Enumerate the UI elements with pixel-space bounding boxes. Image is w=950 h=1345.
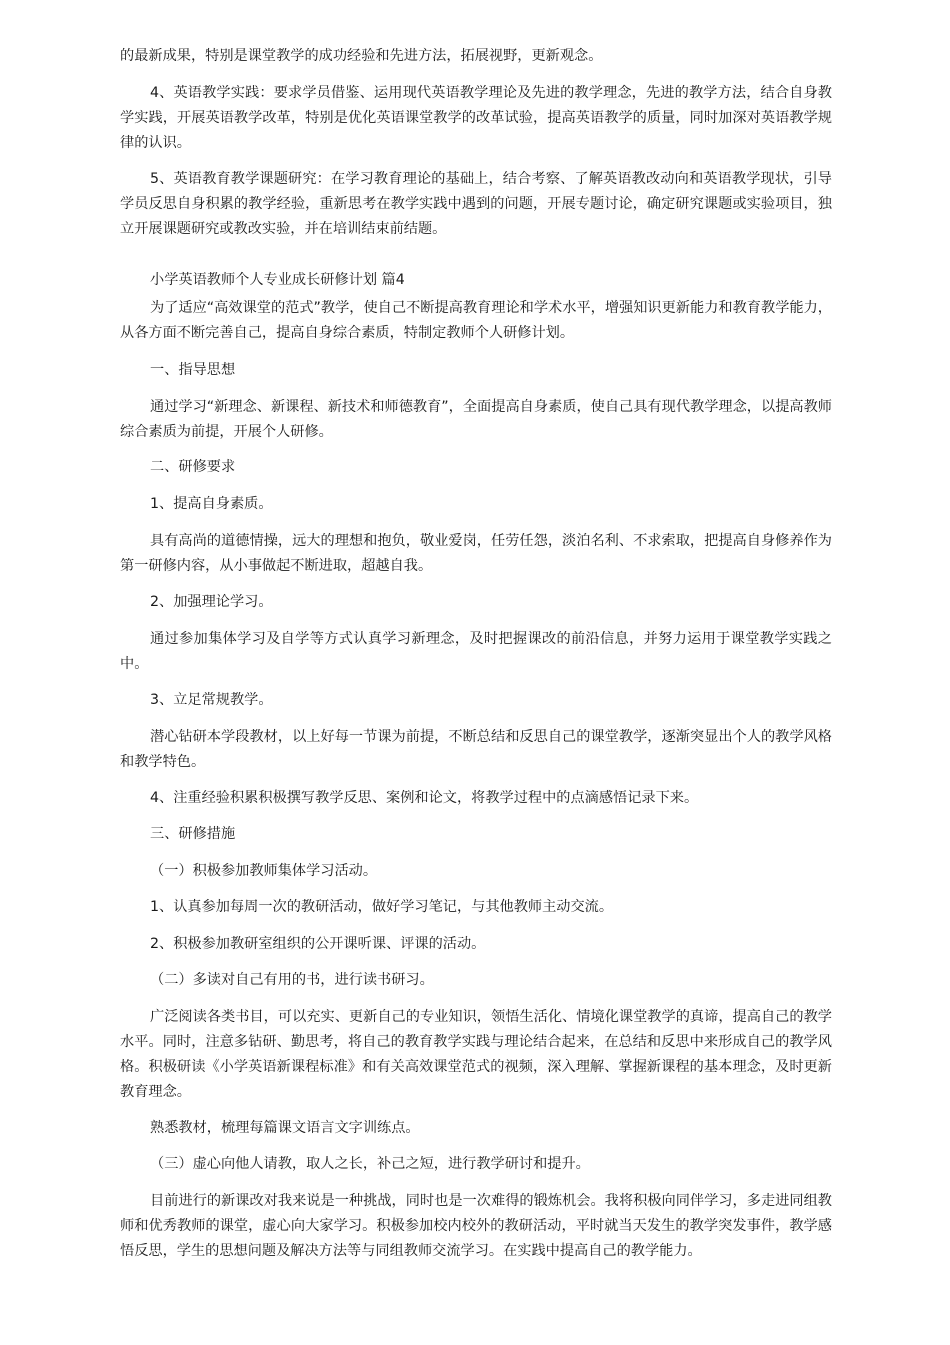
item-experience: 4、注重经验积累积极撰写教学反思、案例和论文，将教学过程中的点滴感悟记录下来。 <box>150 790 699 806</box>
subheading-group-study: （一）积极参加教师集体学习活动。 <box>150 863 378 879</box>
item-routine-teaching: 3、立足常规教学。 <box>150 692 273 708</box>
heading-measures: 三、研修措施 <box>150 826 236 842</box>
paragraph-intro: 为了适应“高效课堂的范式”教学，使自己不断提高教育理论和学术水平，增强知识更新能力和教育教学能力，从各方面不断完善自己，提高自身综合素质，特制定教师个人研修计划。 <box>120 300 832 341</box>
paragraph-theory-study: 通过参加集体学习及自学等方式认真学习新理念，及时把握课改的前沿信息，并努力运用于课堂教学实践之中。 <box>120 631 832 672</box>
item-improve-quality: 1、提高自身素质。 <box>150 496 273 512</box>
section-title: 小学英语教师个人专业成长研修计划 篇4 <box>150 272 405 288</box>
item-theory-study: 2、加强理论学习。 <box>150 594 273 610</box>
paragraph-improve-quality: 具有高尚的道德情操，远大的理想和抱负，敬业爱岗，任劳任怨，淡泊名利、不求索取，把提高自身修养作为第一研修内容，从小事做起不断进取，超越自我。 <box>120 533 832 574</box>
paragraph-reading: 广泛阅读各类书目，可以充实、更新自己的专业知识，领悟生活化、情境化课堂教学的真谛，提高自己的教学水平。同时，注意多钻研、勤思考，将自己的教育教学实践与理论结合起来，在总结和反思中来形成自己的教学风格。积极研读《小学英语新课程标准》和有关高效课堂范式的视频，深入理解、掌握新课程的基本理念，及时更新教育理念。 <box>120 1009 832 1100</box>
heading-guiding-thought: 一、指导思想 <box>150 362 236 378</box>
paragraph-continued: 的最新成果，特别是课堂教学的成功经验和先进方法，拓展视野，更新观念。 <box>120 48 603 64</box>
paragraph-learn-from-others: 目前进行的新课改对我来说是一种挑战，同时也是一次难得的锻炼机会。我将积极向同伴学习，多走进同组教师和优秀教师的课堂，虚心向大家学习。积极参加校内校外的教研活动，平时就当天发生的教学突发事件，教学感悟反思，学生的思想问题及解决方法等与同组教师交流学习。在实践中提高自己的教学能力。 <box>120 1193 832 1259</box>
paragraph-research: 5、英语教育教学课题研究：在学习教育理论的基础上，结合考察、了解英语教改动向和英语教学现状，引导学员反思自身积累的教学经验，重新思考在教学实践中遇到的问题，开展专题讨论，确定研究课题或实验项目，独立开展课题研究或教改实验，并在培训结束前结题。 <box>120 171 832 237</box>
subheading-learn-from-others: （三）虚心向他人请教，取人之长，补己之短，进行教学研讨和提升。 <box>150 1156 590 1172</box>
item-open-class: 2、积极参加教研室组织的公开课听课、评课的活动。 <box>150 936 486 952</box>
item-weekly-research: 1、认真参加每周一次的教研活动，做好学习笔记，与其他教师主动交流。 <box>150 899 614 915</box>
heading-requirements: 二、研修要求 <box>150 459 236 475</box>
subheading-reading: （二）多读对自己有用的书，进行读书研习。 <box>150 972 434 988</box>
paragraph-textbook: 熟悉教材，梳理每篇课文语言文字训练点。 <box>150 1120 420 1136</box>
paragraph-routine-teaching: 潜心钻研本学段教材，以上好每一节课为前提，不断总结和反思自己的课堂教学，逐渐突显出个人的教学风格和教学特色。 <box>120 729 832 770</box>
paragraph-english-practice: 4、英语教学实践：要求学员借鉴、运用现代英语教学理论及先进的教学理念，先进的教学方法，结合自身教学实践，开展英语教学改革，特别是优化英语课堂教学的改革试验，提高英语教学的质量，同时加深对英语教学规律的认识。 <box>120 85 832 151</box>
paragraph-guiding-thought: 通过学习“新理念、新课程、新技术和师德教育”，全面提高自身素质，使自己具有现代教学理念，以提高教师综合素质为前提，开展个人研修。 <box>120 399 832 440</box>
